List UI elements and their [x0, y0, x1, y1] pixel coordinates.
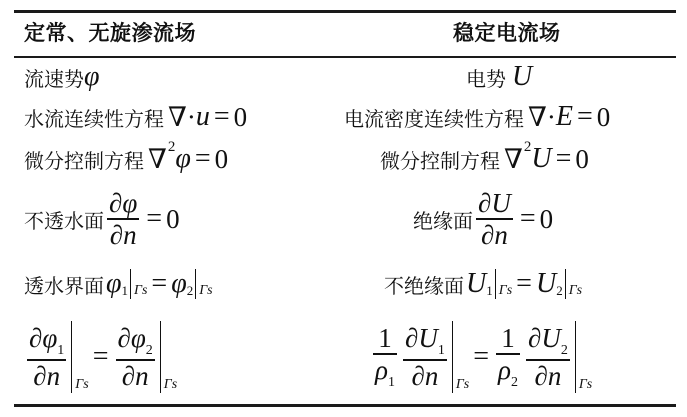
- math-eq: =: [473, 341, 490, 372]
- bottom-rule: [14, 404, 676, 407]
- math-sub-1: 1: [437, 343, 445, 359]
- row-interface-right: [384, 262, 582, 306]
- math-gamma-s: Γs: [163, 377, 178, 392]
- math-U: U: [535, 268, 557, 299]
- row-impervious-right: [413, 184, 553, 254]
- math-zero: 0: [539, 203, 554, 234]
- math-partial: ∂: [528, 323, 542, 354]
- math-U: U: [418, 323, 438, 354]
- math-sub-2: 2: [186, 283, 194, 298]
- math-phi: φ: [42, 323, 58, 354]
- evaluation-bar: [495, 269, 512, 299]
- math-nabla: ∇: [528, 101, 547, 132]
- math-dot: ·: [186, 101, 196, 132]
- evaluation-bar: [452, 321, 469, 393]
- math-phi: φ: [106, 268, 122, 299]
- fraction-dU-dn: [476, 188, 513, 250]
- math-gamma-s: Γs: [199, 283, 213, 298]
- math-U: U: [466, 268, 487, 299]
- row-governing-eq-right: [380, 138, 589, 177]
- math-gamma-s: Γs: [134, 283, 148, 298]
- fraction-dphi2-dn: [116, 323, 155, 391]
- evaluation-bar: [130, 269, 147, 299]
- math-n: n: [547, 360, 562, 391]
- header-left: 定常、无旋渗流场: [24, 21, 196, 45]
- math-gamma-s: Γs: [568, 283, 583, 298]
- math-phi: φ: [84, 61, 100, 92]
- math-partial: ∂: [109, 219, 124, 250]
- row-velocity-potential-left: [24, 62, 100, 92]
- math-sub-1: 1: [486, 283, 493, 298]
- math-partial: ∂: [109, 188, 123, 219]
- math-eq: =: [151, 268, 168, 299]
- fraction-dphi1-dn: [27, 323, 66, 391]
- row-flux-continuity-right: [370, 316, 592, 398]
- math-dot: ·: [546, 101, 556, 132]
- math-n: n: [123, 219, 137, 250]
- math-eq: =: [194, 143, 211, 174]
- math-gamma-s: Γs: [455, 377, 470, 392]
- math-phi: φ: [122, 188, 138, 219]
- math-eq: =: [516, 268, 532, 299]
- math-E: E: [555, 101, 573, 132]
- cell-label: 流速势: [24, 66, 84, 91]
- math-eq: =: [92, 341, 109, 372]
- math-eq: =: [555, 143, 572, 174]
- cell-label: 透水界面: [24, 273, 104, 298]
- math-gamma-s: Γs: [498, 283, 513, 298]
- math-n: n: [494, 219, 508, 250]
- fraction-1-over-rho1: [373, 323, 397, 391]
- math-partial: ∂: [411, 360, 425, 391]
- math-one: 1: [501, 323, 515, 354]
- math-u: u: [195, 101, 210, 132]
- math-rho: ρ: [375, 354, 388, 385]
- math-partial: ∂: [33, 360, 47, 391]
- math-zero: 0: [596, 101, 611, 132]
- math-phi: φ: [171, 268, 187, 299]
- math-sub-2: 2: [145, 343, 153, 359]
- math-gamma-s: Γs: [578, 377, 593, 392]
- math-sup-two: 2: [523, 138, 532, 155]
- header-right: 稳定电流场: [453, 21, 561, 45]
- row-governing-eq-left: [24, 138, 229, 177]
- math-zero: 0: [575, 143, 589, 174]
- math-nabla: ∇: [148, 143, 167, 174]
- math-zero: 0: [233, 101, 248, 132]
- math-one: 1: [378, 323, 392, 354]
- row-continuity-right: [344, 100, 610, 134]
- math-gamma-s: Γs: [75, 377, 89, 392]
- row-velocity-potential-right: [466, 62, 532, 92]
- math-U: U: [531, 143, 552, 174]
- cell-label: 微分控制方程: [24, 148, 144, 173]
- evaluation-bar: [71, 321, 88, 393]
- math-sub-1: 1: [57, 343, 65, 359]
- math-nabla: ∇: [168, 101, 187, 132]
- math-U: U: [541, 323, 561, 354]
- math-U: U: [512, 61, 533, 92]
- math-partial: ∂: [29, 323, 43, 354]
- math-n: n: [46, 360, 61, 391]
- math-phi: φ: [175, 143, 191, 174]
- row-continuity-left: [24, 100, 247, 134]
- math-sub-1: 1: [387, 374, 395, 390]
- math-sub-2: 2: [511, 374, 518, 390]
- cell-label: 绝缘面: [413, 208, 473, 233]
- math-partial: ∂: [117, 323, 131, 354]
- fraction-dU2-dn: [526, 323, 570, 391]
- cell-label: 不透水面: [24, 208, 104, 233]
- cell-label: 水流连续性方程: [24, 106, 164, 131]
- math-partial: ∂: [478, 188, 492, 219]
- math-partial: ∂: [481, 219, 495, 250]
- math-eq: =: [519, 203, 536, 234]
- math-partial: ∂: [534, 360, 548, 391]
- math-sub-1: 1: [121, 283, 128, 298]
- evaluation-bar: [195, 269, 212, 299]
- math-sub-2: 2: [560, 343, 568, 359]
- fraction-1-over-rho2: [496, 323, 520, 391]
- math-U: U: [491, 188, 511, 219]
- math-eq: =: [146, 203, 163, 234]
- math-partial: ∂: [404, 323, 419, 354]
- math-n: n: [135, 360, 149, 391]
- math-nabla: ∇: [504, 143, 523, 174]
- evaluation-bar: [575, 321, 592, 393]
- evaluation-bar: [565, 269, 582, 299]
- evaluation-bar: [160, 321, 177, 393]
- math-eq: =: [213, 101, 230, 132]
- math-rho: ρ: [498, 354, 511, 385]
- row-impervious-left: [24, 184, 180, 254]
- row-flux-continuity-left: [24, 316, 177, 398]
- cell-label: 微分控制方程: [380, 148, 500, 173]
- math-n: n: [424, 360, 439, 391]
- math-partial: ∂: [121, 360, 136, 391]
- math-phi: φ: [130, 323, 146, 354]
- fraction-dU1-dn: [403, 323, 447, 391]
- cell-label: 电流密度连续性方程: [344, 106, 524, 131]
- math-zero: 0: [166, 203, 180, 234]
- math-eq: =: [576, 101, 593, 132]
- math-sup-two: 2: [167, 138, 176, 155]
- fraction-dphi-dn: [107, 188, 139, 250]
- math-sub-2: 2: [556, 283, 563, 298]
- top-rule: [14, 10, 676, 13]
- cell-label: 不绝缘面: [384, 273, 464, 298]
- row-interface-left: [24, 262, 213, 306]
- header-rule: [14, 56, 676, 58]
- math-zero: 0: [214, 143, 229, 174]
- cell-label: 电势: [466, 66, 506, 91]
